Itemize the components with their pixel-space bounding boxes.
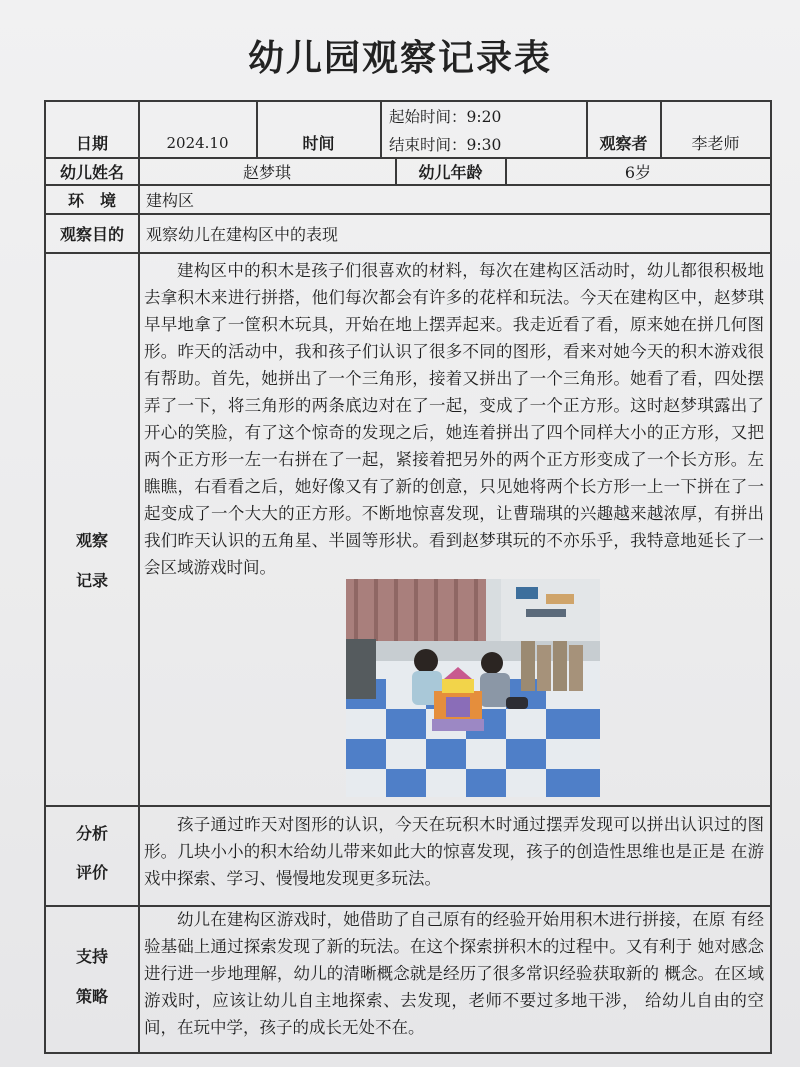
environment-label: 环 境	[67, 190, 116, 210]
row-divider	[44, 252, 772, 254]
record-label-line1: 观察	[75, 530, 108, 550]
record-label-line2: 记录	[75, 570, 108, 590]
observation-record-text: 建构区中的积木是孩子们很喜欢的材料，每次在建构区活动时，幼儿都很积极地去拿积木来进行拼搭，他们每次都会有许多的花样和玩法。今天在建构区中，赵梦琪早早地拿了一筐积木玩具，开始在地上摆弄起来。我走近看了看，原来她在拼几何图形。昨天的活动中，我和孩子们认识了很多不同的图形，看来对她今天的积木游戏很有帮助。首先，她拼出了一个三角形，接着又拼出了一个三角形。她看了看，四处摆弄了一下，将三角形的两条底边对在了一起，变成了一个正方形。这时赵梦琪露出了开心的笑脸，有了这个惊奇的发现之后，她连着拼出了四个同样大小的正方形，又把两个正方形一左一右拼在了一起，紧接着把另外的两个正方形变成了一个长方形。左瞧瞧，右看看之后，她好像又有了新的创意，只见她将两个长方形一上一下拼在了一起变成了一个大大的正方形。不断地惊喜发现，让曹瑞琪的兴趣越来越浓厚，有拼出我们昨天认识的五角星、半圆等形状。看到赵梦琪玩的不亦乐乎，我特意地延长了一会区域游戏时间。	[144, 261, 764, 577]
child-name-value: 赵梦琪	[242, 162, 291, 182]
observer-value: 李老师	[691, 134, 740, 153]
children-playing-blocks-photo	[346, 579, 600, 797]
child-age-label: 幼儿年龄	[418, 162, 483, 182]
row-divider	[44, 805, 772, 807]
child-name-label: 幼儿姓名	[59, 162, 124, 182]
page-title: 幼儿园观察记录表	[247, 38, 552, 79]
table-border-bottom	[44, 1052, 772, 1054]
support-label-line2: 策略	[75, 986, 108, 1006]
analysis-label-line2: 评价	[75, 862, 108, 882]
start-time: 起始时间：9:20	[389, 108, 502, 126]
col-divider	[138, 100, 140, 1054]
observer-label: 观察者	[599, 134, 648, 153]
purpose-value: 观察幼儿在建构区中的表现	[146, 224, 339, 244]
environment-value: 建构区	[146, 190, 195, 210]
date-label: 日期	[75, 134, 108, 153]
analysis-text: 孩子通过昨天对图形的认识，今天在玩积木时通过摆弄发现可以拼出认识过的图形。几块小小的积木给幼儿带来如此大的惊喜发现，孩子的创造性思维也是正是 在游戏中探索、学习、慢慢地发现更多玩法。	[144, 815, 764, 888]
support-label-line1: 支持	[75, 946, 108, 966]
end-time: 结束时间：9:30	[389, 135, 502, 154]
support-strategy-text: 幼儿在建构区游戏时，她借助了自己原有的经验开始用积木进行拼接，在原 有经验基础上通过探索发现了新的玩法。在这个探索拼积木的过程中。又有利于 她对感念进行进一步地理解，幼儿的清晰概念就是经历了很多常识经验获取新的 概念。在区域游戏时，应该让幼儿自主地探索、去发现，老师不要过多地干涉， 给幼儿自由的空间，在玩中学，孩子的成长无处不在。	[144, 910, 764, 1037]
col-divider	[380, 100, 382, 157]
time-label: 时间	[302, 134, 335, 153]
date-value: 2024.10	[166, 133, 229, 152]
analysis-label-line1: 分析	[75, 823, 108, 843]
activity-photo	[346, 579, 600, 797]
purpose-label: 观察目的	[59, 224, 124, 244]
child-age-value: 6岁	[624, 162, 652, 182]
table-border-right	[770, 100, 772, 1054]
